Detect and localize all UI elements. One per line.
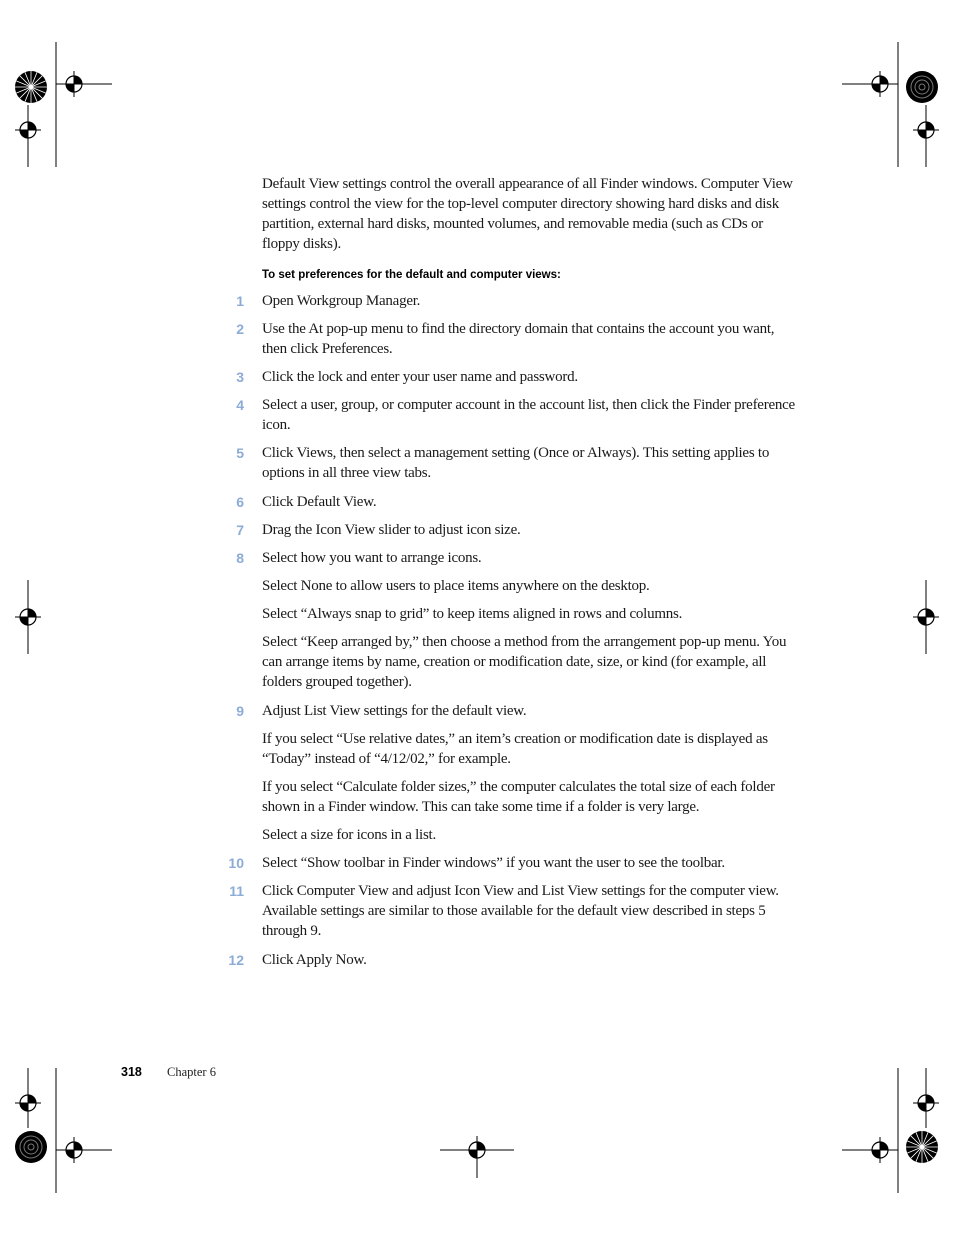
step-number: 8 [236,550,244,566]
step-text: Click Apply Now. [262,952,367,968]
step-text: Open Workgroup Manager. [262,293,421,309]
step-text: Drag the Icon View slider to adjust icon size. [262,522,521,538]
step-text: Select how you want to arrange icons. [262,550,482,566]
step-number: 7 [236,522,244,538]
step-note: If you select “Calculate folder sizes,” the computer calculates the total size of each folder shown in a Finder window. This can take some time if a folder is very large. [262,779,775,815]
step-text: Click Computer View and adjust Icon View and List View settings for the computer view. Available settings are similar to those available for the default view described in steps 5 through 9. [262,883,779,939]
intro-paragraph: Default View settings control the overall appearance of all Finder windows. Computer View settings control the view for the top-level computer directory showing hard disks and disk partition, external hard disks, mounted volumes, and removable media (such as CDs or floppy disks). [262,176,793,252]
step-number: 2 [236,321,244,337]
step-note: If you select “Use relative dates,” an item’s creation or modification date is displayed as “Today” instead of “4/12/02,” for example. [262,731,768,767]
step-number: 5 [236,445,244,461]
step-number: 6 [236,494,244,510]
step-number: 9 [236,703,244,719]
step-note: Select None to allow users to place items anywhere on the desktop. [262,578,650,594]
step-number: 10 [228,855,244,871]
page-number: 318 [121,1065,142,1079]
step-text: Adjust List View settings for the default view. [262,703,527,719]
step-text: Click Views, then select a management setting (Once or Always). This setting applies to options in all three view tabs. [262,445,770,481]
chapter-label: Chapter 6 [167,1065,216,1079]
step-note: Select a size for icons in a list. [262,827,436,843]
step-note: Select “Always snap to grid” to keep items aligned in rows and columns. [262,606,683,622]
step-number: 12 [228,952,244,968]
step-number: 3 [236,369,244,385]
step-number: 1 [236,293,244,309]
step-text: Select a user, group, or computer account in the account list, then click the Finder preference icon. [262,397,795,433]
step-text: Click Default View. [262,494,377,510]
step-number: 11 [229,883,244,899]
step-number: 4 [236,397,244,413]
step-text: Use the At pop-up menu to find the directory domain that contains the account you want, then click Preferences. [262,321,775,357]
step-text: Click the lock and enter your user name and password. [262,369,578,385]
task-heading: To set preferences for the default and computer views: [262,269,561,281]
step-text: Select “Show toolbar in Finder windows” if you want the user to see the toolbar. [262,855,725,871]
step-note: Select “Keep arranged by,” then choose a method from the arrangement pop-up menu. You can arrange items by name, creation or modification date, size, or kind (for example, all folders grouped together). [262,634,787,690]
